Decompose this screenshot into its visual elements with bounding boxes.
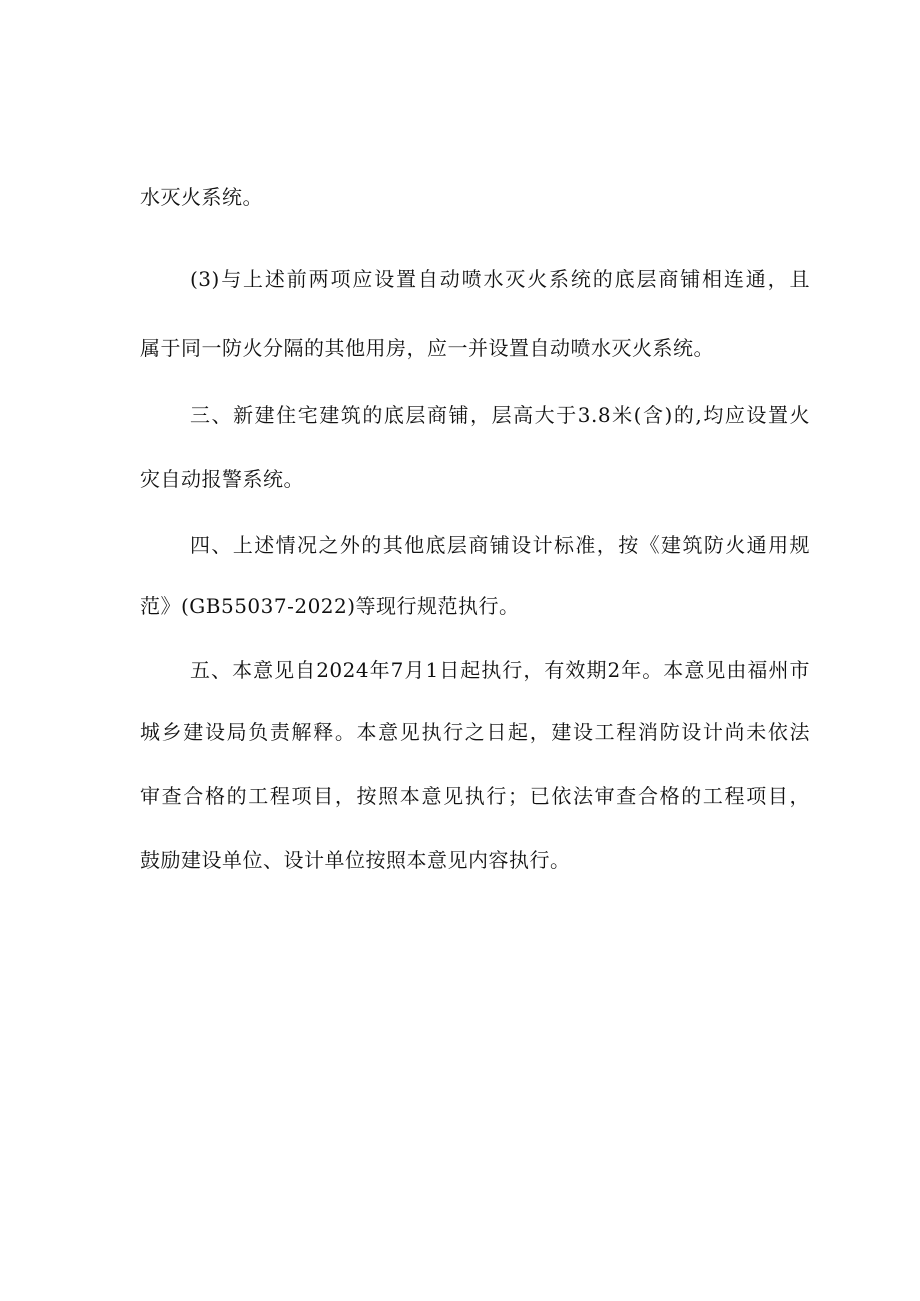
text-line-item-3: (3)与上述前两项应设置自动喷水灭火系统的底层商铺相连通，且 <box>190 267 810 291</box>
text-line-section-4: 四、上述情况之外的其他底层商铺设计标准，按《建筑防火通用规 <box>190 533 810 557</box>
text-line-section-5: 五、本意见自2024年7月1日起执行，有效期2年。本意见由福州市 <box>190 658 810 682</box>
text-line-item-3-cont: 属于同一防火分隔的其他用房，应一并设置自动喷水灭火系统。 <box>140 336 714 360</box>
text-line-section-5-cont-2: 审查合格的工程项目，按照本意见执行；已依法审查合格的工程项目， <box>140 784 810 808</box>
text-line-section-3: 三、新建住宅建筑的底层商铺，层高大于3.8米(含)的,均应设置火 <box>190 403 810 427</box>
text-line-section-3-cont: 灾自动报警系统。 <box>140 467 304 491</box>
text-line-section-5-cont-1: 城乡建设局负责解释。本意见执行之日起，建设工程消防设计尚未依法 <box>140 720 810 744</box>
text-line-continuation: 水灭火系统。 <box>140 185 263 209</box>
text-line-section-4-cont: 范》(GB55037-2022)等现行规范执行。 <box>140 594 520 618</box>
text-line-section-5-cont-3: 鼓励建设单位、设计单位按照本意见内容执行。 <box>140 848 571 872</box>
